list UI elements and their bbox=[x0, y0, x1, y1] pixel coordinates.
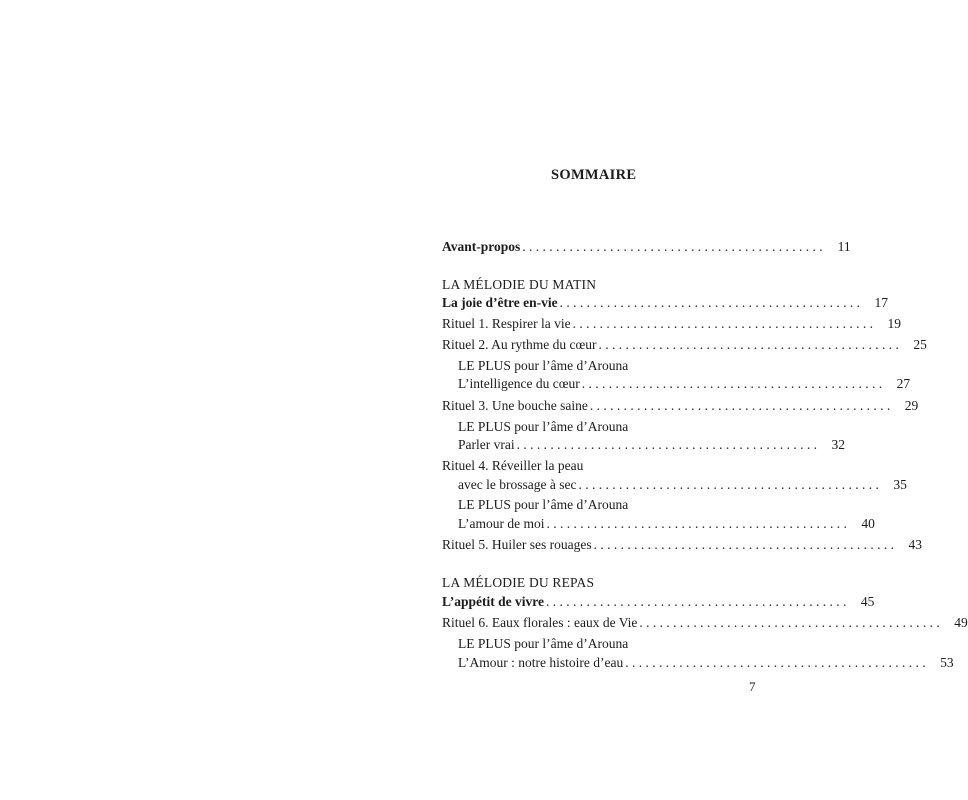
section-heading-repas: LA MÉLODIE DU REPAS bbox=[442, 575, 595, 590]
dot-leader: . . . . . . . . . . . . . . . . . . . . . . . . . . . . . . . . . . . . . . . . . . . . . bbox=[546, 594, 847, 609]
toc-entry-text: Rituel 2. Au rythme du cœur bbox=[442, 337, 597, 352]
dot-leader: . . . . . . . . . . . . . . . . . . . . . . . . . . . . . . . . . . . . . . . . . . . . . bbox=[593, 537, 894, 552]
toc-entry-text: Rituel 1. Respirer la vie bbox=[442, 316, 571, 331]
toc-entry-text: L’intelligence du cœur bbox=[458, 376, 580, 391]
dot-leader: . . . . . . . . . . . . . . . . . . . . . . . . . . . . . . . . . . . . . . . . . . . . . bbox=[581, 376, 883, 391]
dot-leader: . . . . . . . . . . . . . . . . . . . . . . . . . . . . . . . . . . . . . . . . . . . . . bbox=[589, 398, 891, 413]
toc-entry-text: L’appétit de vivre bbox=[442, 594, 545, 609]
toc-entry-text: avec le brossage à sec bbox=[458, 477, 577, 492]
dot-leader: . . . . . . . . . . . . . . . . . . . . . . . . . . . . . . . . . . . . . . . . . . . . . bbox=[625, 655, 926, 670]
toc-entry-chapter-joie[interactable] bbox=[442, 294, 888, 312]
toc-entry-text: Rituel 3. Une bouche saine bbox=[442, 398, 588, 413]
toc-entry-text: Parler vrai bbox=[458, 437, 515, 452]
toc-entry-text: L’Amour : notre histoire d’eau bbox=[458, 655, 624, 670]
section-heading-matin: LA MÉLODIE DU MATIN bbox=[442, 277, 597, 292]
dot-leader: . . . . . . . . . . . . . . . . . . . . . . . . . . . . . . . . . . . . . . . . . . . . . bbox=[598, 337, 899, 352]
toc-entry-text: Rituel 6. Eaux florales : eaux de Vie bbox=[442, 615, 638, 630]
toc-page-number: 19 bbox=[887, 316, 901, 331]
toc-entry-rituel-2[interactable] bbox=[442, 336, 927, 354]
toc-plus-label: LE PLUS pour l’âme d’Arouna bbox=[458, 358, 629, 373]
toc-page-number: 49 bbox=[954, 615, 968, 630]
toc-page-number: 32 bbox=[831, 437, 845, 452]
toc-entry-plus-parler-vrai[interactable] bbox=[458, 436, 845, 454]
toc-page-number: 27 bbox=[896, 376, 911, 391]
toc-page-number: 40 bbox=[861, 516, 875, 531]
dot-leader: . . . . . . . . . . . . . . . . . . . . . . . . . . . . . . . . . . . . . . . . . . . . . bbox=[572, 316, 873, 331]
toc-entry-rituel-3[interactable] bbox=[442, 397, 919, 415]
dot-leader: . . . . . . . . . . . . . . . . . . . . . . . . . . . . . . . . . . . . . . . . . . . . . bbox=[522, 239, 823, 254]
toc-page-number: 29 bbox=[904, 398, 919, 413]
toc-page-number: 53 bbox=[940, 655, 954, 670]
toc-entry-rituel-1[interactable] bbox=[442, 315, 901, 333]
toc-entry-rituel-4[interactable] bbox=[458, 476, 907, 494]
toc-page-number: 45 bbox=[860, 594, 875, 609]
toc-entry-plus-intelligence[interactable] bbox=[458, 375, 911, 393]
page-folio-number: 7 bbox=[749, 679, 756, 694]
dot-leader: . . . . . . . . . . . . . . . . . . . . . . . . . . . . . . . . . . . . . . . . . . . . . bbox=[546, 516, 847, 531]
toc-entry-text: Avant-propos bbox=[442, 239, 521, 254]
toc-page-number: 25 bbox=[913, 337, 927, 352]
toc-page-number: 35 bbox=[893, 477, 907, 492]
toc-entry-chapter-appetit[interactable] bbox=[442, 593, 875, 611]
toc-entry-rituel-4-line1: Rituel 4. Réveiller la peau bbox=[442, 458, 584, 473]
dot-leader: . . . . . . . . . . . . . . . . . . . . . . . . . . . . . . . . . . . . . . . . . . . . . bbox=[516, 437, 817, 452]
toc-plus-label: LE PLUS pour l’âme d’Arouna bbox=[458, 636, 629, 651]
toc-entry-text: La joie d’être en-vie bbox=[442, 295, 558, 310]
dot-leader: . . . . . . . . . . . . . . . . . . . . . . . . . . . . . . . . . . . . . . . . . . . . . bbox=[559, 295, 860, 310]
dot-leader: . . . . . . . . . . . . . . . . . . . . . . . . . . . . . . . . . . . . . . . . . . . . . bbox=[578, 477, 879, 492]
toc-entry-rituel-6[interactable] bbox=[442, 614, 968, 632]
toc-page-number: 17 bbox=[874, 295, 888, 310]
toc-entry-text: L’amour de moi bbox=[458, 516, 545, 531]
toc-entry-avant-propos[interactable] bbox=[442, 238, 851, 256]
toc-entry-plus-amour-de-moi[interactable] bbox=[458, 515, 875, 533]
page-title: SOMMAIRE bbox=[551, 167, 637, 183]
toc-entry-rituel-5[interactable] bbox=[442, 536, 922, 554]
toc-plus-label: LE PLUS pour l’âme d’Arouna bbox=[458, 419, 629, 434]
toc-page-number: 11 bbox=[837, 239, 851, 254]
toc-entry-text: Rituel 5. Huiler ses rouages bbox=[442, 537, 592, 552]
dot-leader: . . . . . . . . . . . . . . . . . . . . . . . . . . . . . . . . . . . . . . . . . . . . . bbox=[639, 615, 940, 630]
toc-plus-label: LE PLUS pour l’âme d’Arouna bbox=[458, 497, 629, 512]
toc-entry-plus-histoire-eau[interactable] bbox=[458, 654, 954, 672]
toc-page-number: 43 bbox=[908, 537, 922, 552]
